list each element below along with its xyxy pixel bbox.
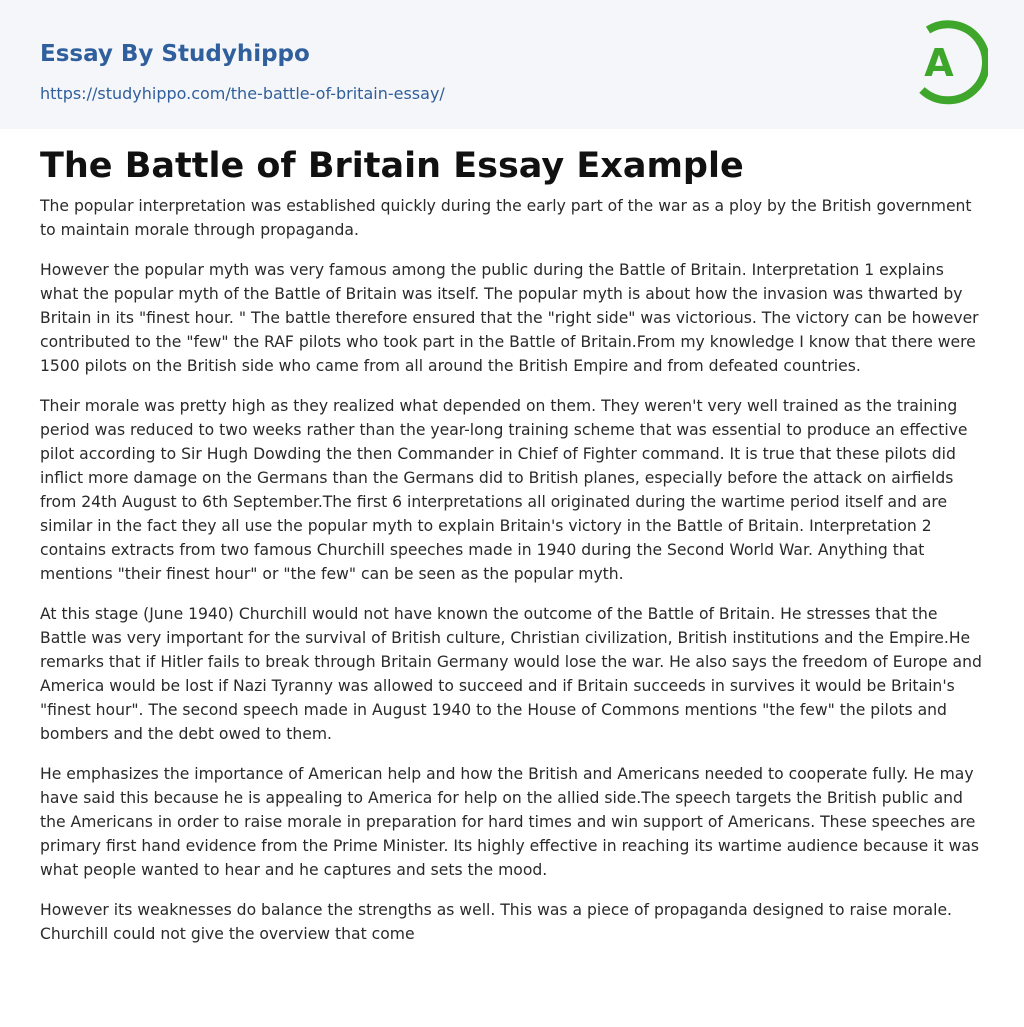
essay-paragraph: Their morale was pretty high as they realized what depended on them. They weren't very well trained as the training period was reduced to two weeks rather than the year-long training scheme that was essential to produce an effective pilot according to Sir Hugh Dowding the then Commander in Chief of Fighter command. It is true that these pilots did inflict more damage on the Germans than the Germans did to British planes, especially before the attack on airfields from 24th August to 6th September.The first 6 interpretations all originated during the wartime period itself and are similar in the fact they all use the popular myth to explain Britain's victory in the Battle of Britain. Interpretation 2 contains extracts from two famous Churchill speeches made in 1940 during the Second World War. Anything that mentions "their finest hour" or "the few" can be seen as the popular myth. — [40, 397, 968, 583]
essay-paragraph: He emphasizes the importance of American help and how the British and Americans needed to cooperate fully. He may have said this because he is appealing to America for help on the allied side.The speech targets the British public and the Americans in order to raise morale in preparation for hard times and win support of Americans. These speeches are primary first hand evidence from the Prime Minister. Its highly effective in reaching its wartime audience because it was what people wanted to hear and he captures and sets the mood. — [40, 765, 980, 879]
page-title: The Battle of Britain Essay Example — [40, 146, 744, 186]
brand-title[interactable]: Essay By Studyhippo — [40, 41, 310, 67]
essay-paragraph: The popular interpretation was established quickly during the early part of the war as a ploy by the British government to maintain morale through propaganda. — [40, 197, 972, 239]
logo-letter: A — [924, 41, 954, 85]
studyhippo-logo-icon[interactable] — [908, 18, 988, 106]
essay-paragraph: However its weaknesses do balance the strengths as well. This was a piece of propaganda designed to raise morale. Churchill could not give the overview that come — [40, 901, 952, 943]
essay-paragraph: However the popular myth was very famous among the public during the Battle of Britain. Interpretation 1 explains what the popular myth of the Battle of Britain was itself. The popular myth is about how the invasion was thwarted by Britain in its "finest hour. " The battle therefore ensured that the "right side" was victorious. The victory can be however contributed to the "few" the RAF pilots who took part in the Battle of Britain.From my knowledge I know that there were 1500 pilots on the British side who came from all around the British Empire and from defeated countries. — [40, 261, 979, 375]
essay-body — [40, 194, 984, 962]
essay-paragraph: At this stage (June 1940) Churchill would not have known the outcome of the Battle of Britain. He stresses that the Battle was very important for the survival of British culture, Christian civilization, British institutions and the Empire.He remarks that if Hitler fails to break through Britain Germany would lose the war. He also says the freedom of Europe and America would be lost if Nazi Tyranny was allowed to succeed and if Britain succeeds in survives it would be Britain's "finest hour". The second speech made in August 1940 to the House of Commons mentions "the few" the pilots and bombers and the debt owed to them. — [40, 605, 982, 743]
page-url-link[interactable]: https://studyhippo.com/the-battle-of-britain-essay/ — [40, 84, 445, 103]
